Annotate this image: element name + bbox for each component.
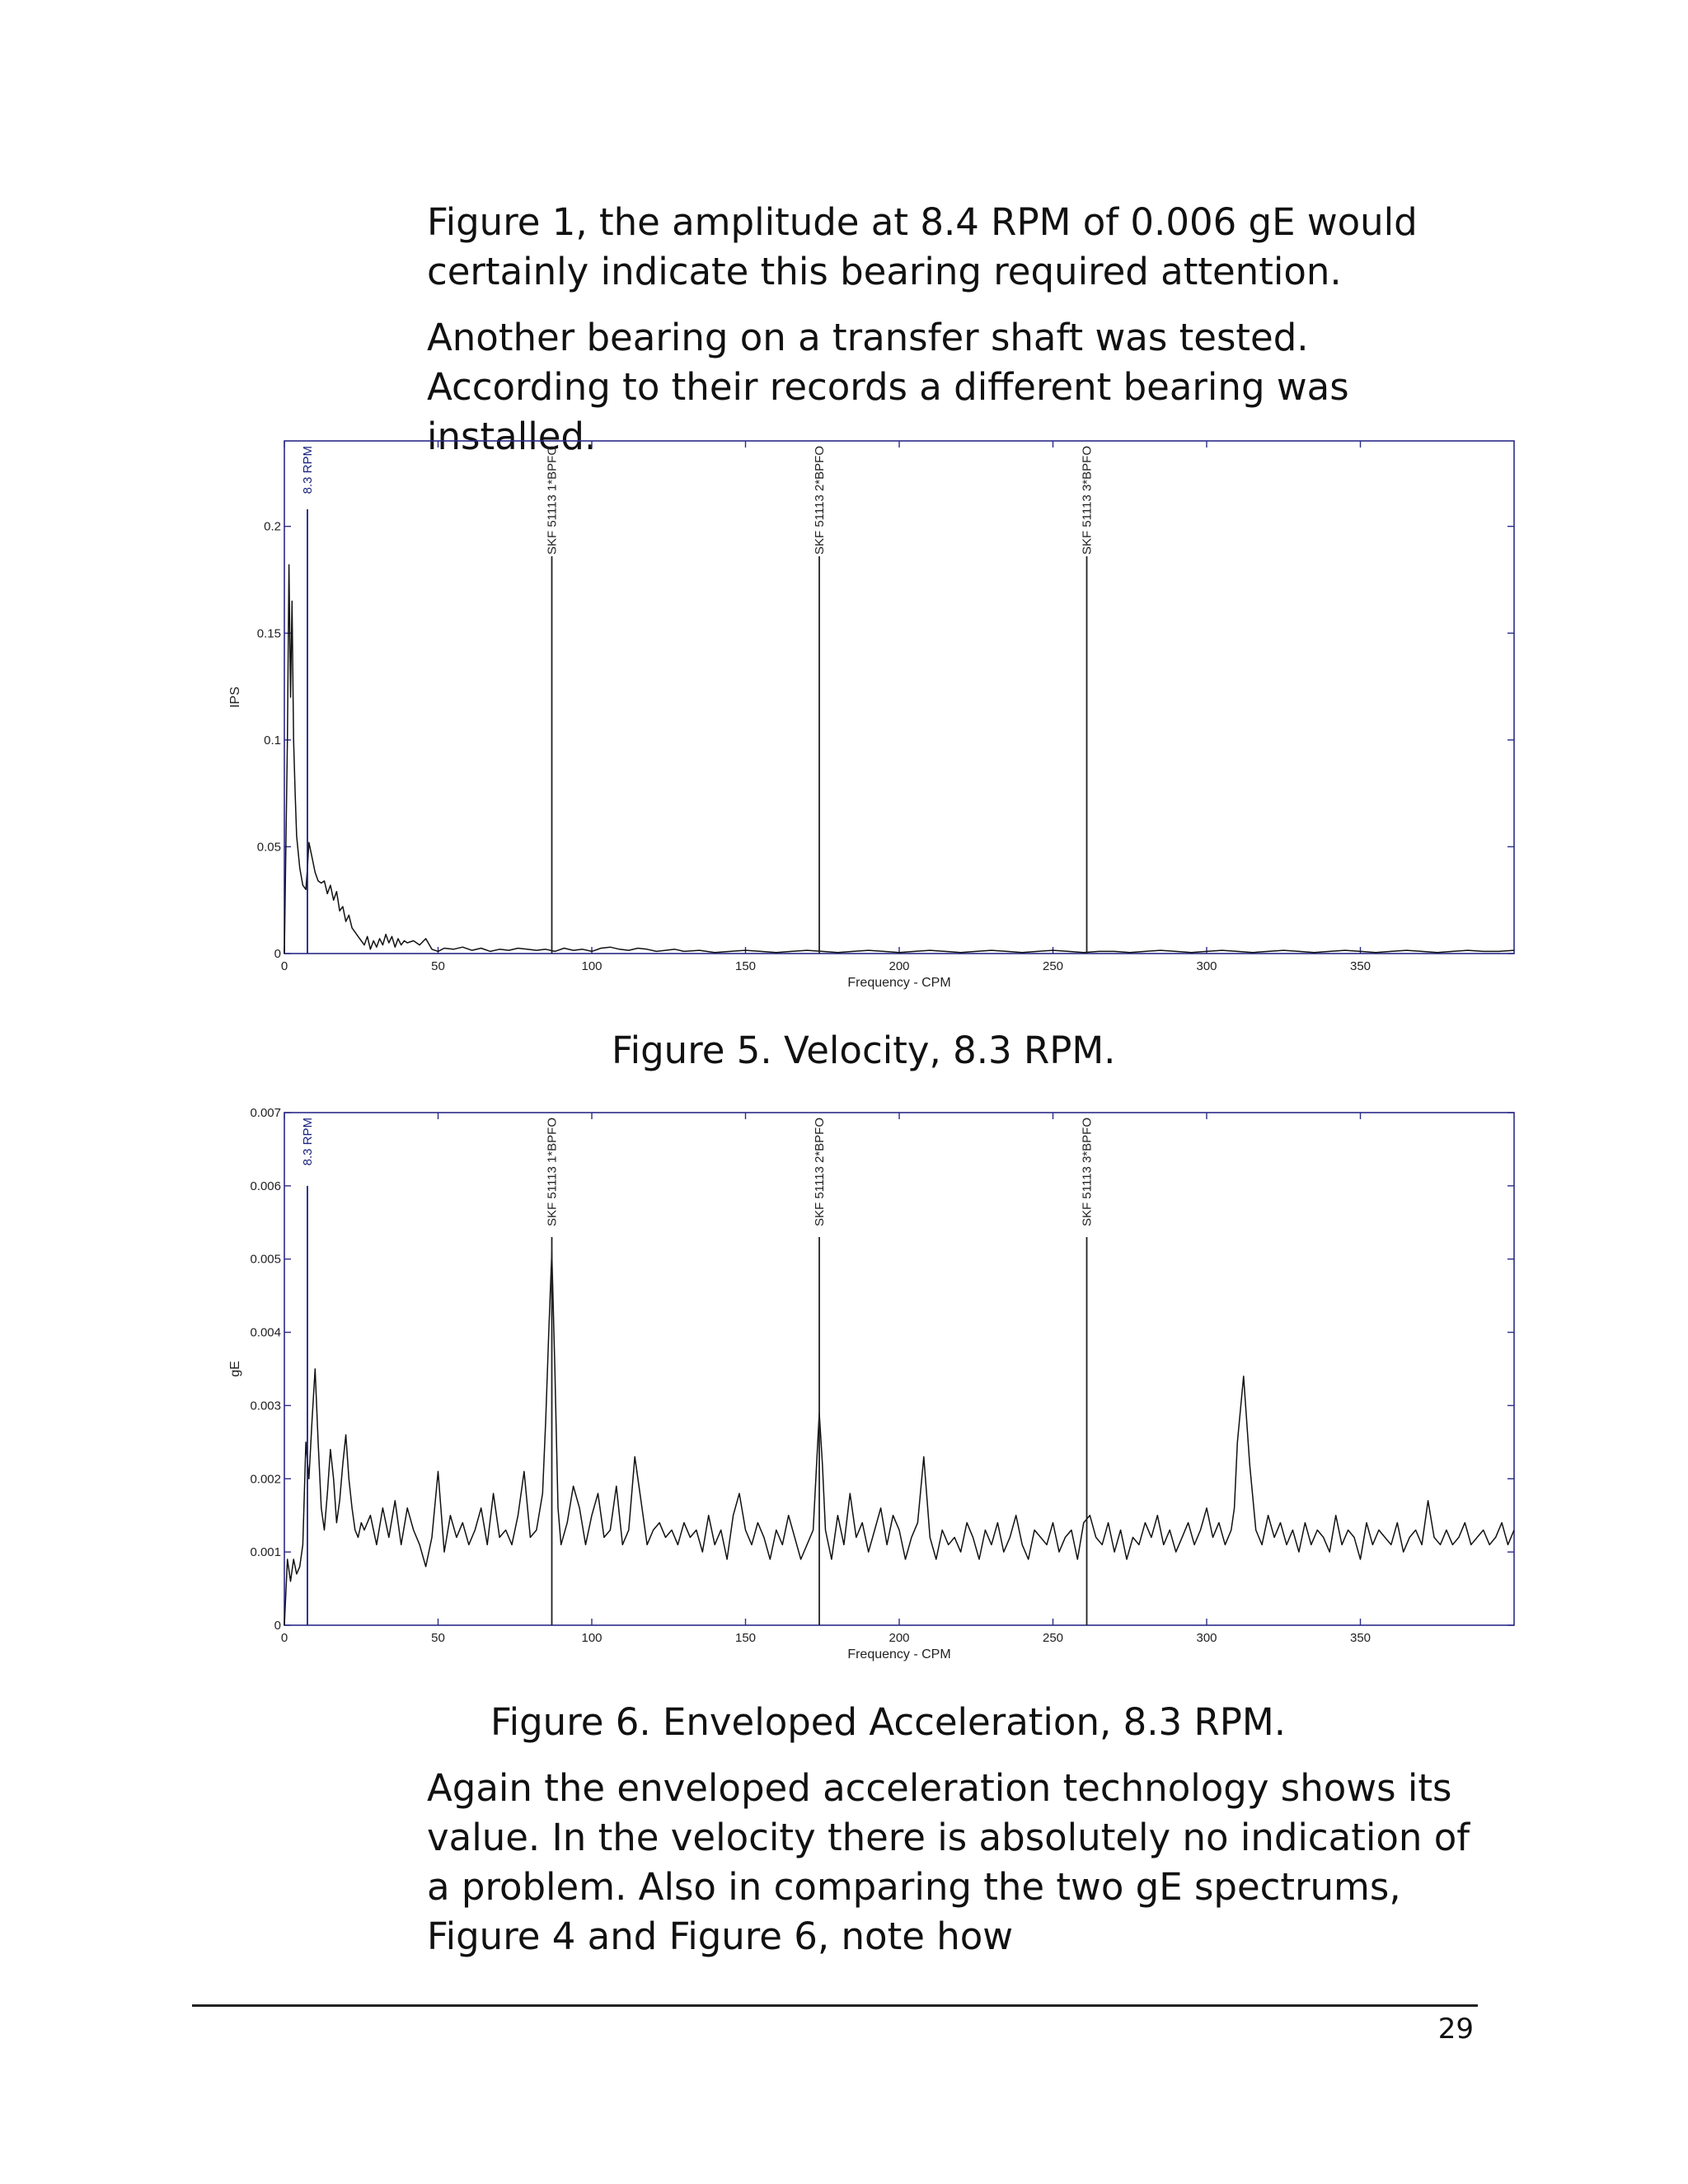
y-axis-label: IPS	[228, 687, 242, 708]
spectrum-line	[284, 1252, 1514, 1625]
marker-label: SKF 51113 1*BPFO	[545, 446, 560, 555]
y-tick-label: 0.007	[250, 1106, 281, 1120]
x-tick-label: 50	[431, 1631, 445, 1645]
x-tick-label: 200	[889, 1631, 910, 1645]
paragraph-conclusion: Again the enveloped acceleration technology shows its value. In the velocity there is absolutely no indication of a problem. Also in comparing the two gE spectrums, Figure 4 and Figure 6, note how	[427, 1766, 1470, 1958]
enveloped-acceleration-chart-svg	[223, 1104, 1541, 1681]
x-tick-label: 0	[280, 959, 288, 973]
marker-label: 8.3 RPM	[300, 1118, 315, 1166]
plot-frame	[284, 441, 1514, 954]
y-tick-label: 0.2	[264, 519, 281, 534]
y-tick-label: 0.003	[250, 1399, 281, 1413]
x-tick-label: 150	[734, 959, 757, 973]
paragraph-transfer-shaft: Another bearing on a transfer shaft was tested. According to their records a different bearing was installed.	[427, 316, 1349, 458]
x-tick-label: 350	[1349, 959, 1372, 973]
y-axis-label: gE	[228, 1361, 242, 1377]
figure-5-caption: Figure 5. Velocity, 8.3 RPM.	[612, 1029, 1116, 1072]
y-tick-label: 0.005	[250, 1252, 281, 1267]
x-tick-label: 50	[431, 959, 445, 973]
y-tick-label: 0.002	[250, 1472, 281, 1487]
x-tick-label: 200	[889, 959, 910, 973]
x-axis-label: Frequency - CPM	[847, 1647, 951, 1661]
enveloped-acceleration-chart	[223, 1104, 1541, 1681]
x-tick-label: 350	[1349, 1631, 1372, 1645]
marker-label: SKF 51113 3*BPFO	[1080, 446, 1095, 555]
page-number: 29	[1437, 2013, 1474, 2046]
y-tick-label: 0	[274, 1619, 281, 1633]
marker-label: SKF 51113 2*BPFO	[813, 1118, 828, 1227]
y-tick-label: 0.001	[250, 1545, 281, 1560]
x-tick-label: 250	[1042, 1631, 1064, 1645]
velocity-chart-svg	[223, 433, 1541, 1010]
footer-rule	[192, 2004, 1478, 2007]
y-tick-label: 0.004	[250, 1325, 281, 1340]
x-tick-label: 250	[1042, 959, 1064, 973]
marker-label: SKF 51113 1*BPFO	[545, 1118, 560, 1227]
figure-6-caption: Figure 6. Enveloped Acceleration, 8.3 RPM.	[490, 1700, 1286, 1744]
marker-label: SKF 51113 3*BPFO	[1080, 1118, 1095, 1227]
spectrum-line	[284, 565, 1514, 954]
y-tick-label: 0.006	[250, 1179, 281, 1193]
y-tick-label: 0.1	[264, 733, 281, 748]
velocity-chart	[223, 433, 1541, 1010]
x-axis-label: Frequency - CPM	[847, 976, 951, 990]
x-tick-label: 100	[581, 1631, 603, 1645]
paragraph-intro: Figure 1, the amplitude at 8.4 RPM of 0.006 gE would certainly indicate this bearing required attention.	[427, 200, 1418, 293]
marker-label: SKF 51113 2*BPFO	[813, 446, 828, 555]
y-tick-label: 0.15	[256, 626, 281, 641]
marker-label: 8.3 RPM	[300, 446, 315, 494]
x-tick-label: 100	[581, 959, 603, 973]
x-tick-label: 150	[734, 1631, 757, 1645]
x-tick-label: 300	[1196, 1631, 1217, 1645]
x-tick-label: 300	[1196, 959, 1217, 973]
y-tick-label: 0	[274, 947, 281, 961]
x-tick-label: 0	[280, 1631, 288, 1645]
y-tick-label: 0.05	[256, 840, 281, 855]
